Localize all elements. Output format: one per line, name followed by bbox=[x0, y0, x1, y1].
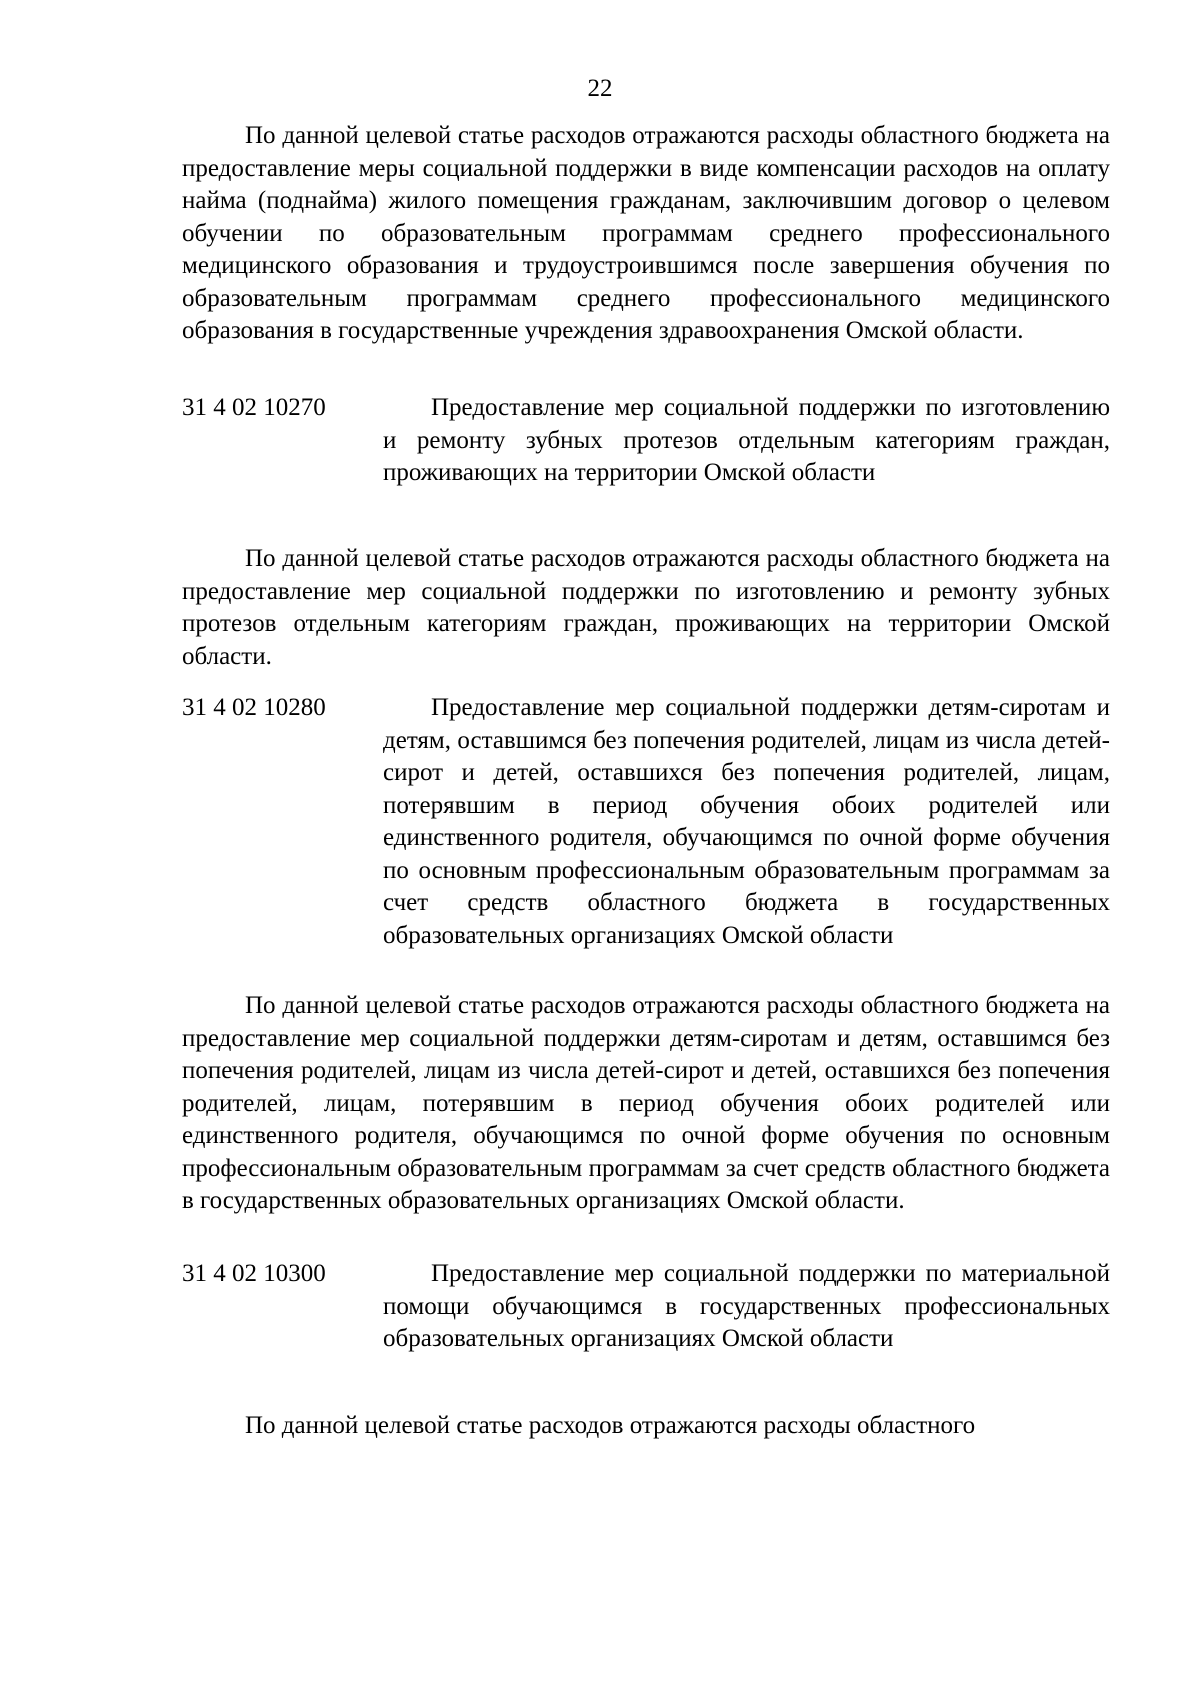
paragraph-description-10270: По данной целевой статье расходов отражаются расходы областного бюджета на предоставление мер социальной поддержки по изготовлению и ремонту зубных протезов отдельным категориям граждан, проживающих на территории Омской области. bbox=[182, 545, 1110, 670]
paragraph-description-10280: По данной целевой статье расходов отражаются расходы областного бюджета на предоставление мер социальной поддержки детям-сиротам и детям, оставшимся без попечения родителей, лицам из числа детей-сирот и детей, оставшихся без попечения родителей, лицам, потерявшим в период обучения обоих родителей или единственного родителя, обучающимся по очной форме обучения по основным профессиональным образовательным программам за счет средств областного бюджета в государственных образовательных организациях Омской области. bbox=[182, 992, 1110, 1214]
page-number: 22 bbox=[587, 75, 613, 102]
paragraph-intro: По данной целевой статье расходов отражаются расходы областного бюджета на предоставление меры социальной поддержки в виде компенсации расходов на оплату найма (поднайма) жилого помещения гражданам, заключившим договор о целевом обучении по образовательным программам среднего профессионального медицинского образования и трудоустроившимся после завершения обучения по образовательным программам среднего профессионального медицинского образования в государственные учреждения здравоохранения Омской области. bbox=[182, 122, 1110, 344]
entry-code: 31 4 02 10270 bbox=[182, 394, 326, 421]
entry-code: 31 4 02 10300 bbox=[182, 1260, 326, 1287]
entry-title: Предоставление мер социальной поддержки по изготовлению и ремонту зубных протезов отдельным категориям граждан, проживающих на территории Омской области bbox=[383, 394, 1110, 486]
entry-title: Предоставление мер социальной поддержки детям-сиротам и детям, оставшимся без попечения родителей, лицам из числа детей-сирот и детей, оставшихся без попечения родителей, лицам, потерявшим в период обучения обоих родителей или единственного родителя, обучающимся по очной форме обучения по основным профессиональным образовательным программам за счет средств областного бюджета в государственных образовательных организациях Омской области bbox=[383, 694, 1110, 949]
entry-code: 31 4 02 10280 bbox=[182, 694, 326, 721]
paragraph-description-10300: По данной целевой статье расходов отражаются расходы областного bbox=[245, 1412, 976, 1439]
entry-title: Предоставление мер социальной поддержки по материальной помощи обучающимся в государственных профессиональных образовательных организациях Омской области bbox=[383, 1260, 1110, 1352]
